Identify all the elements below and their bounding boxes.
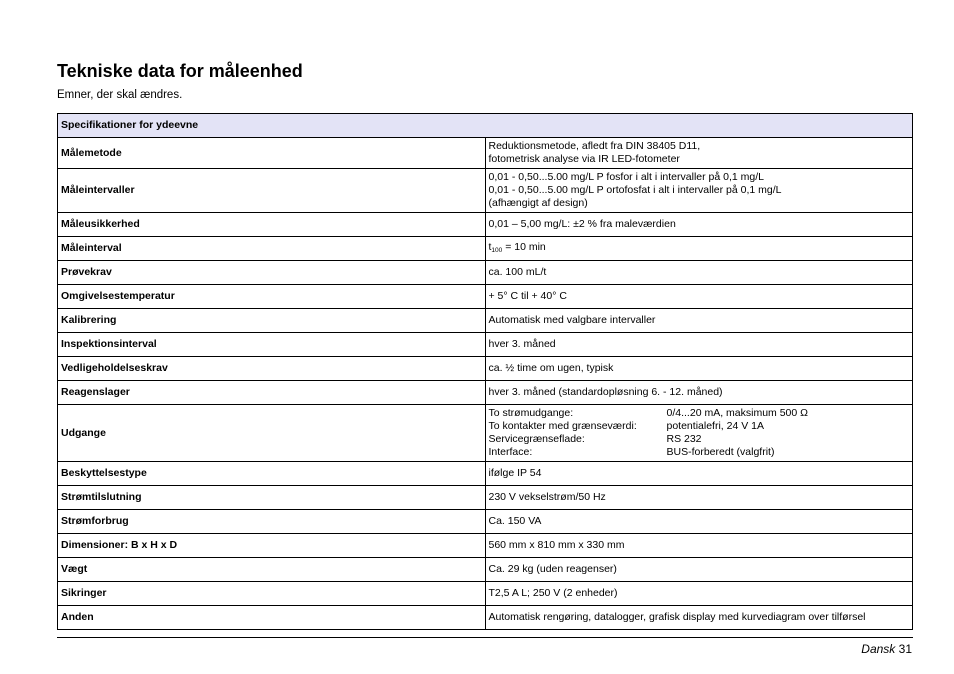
table-row [58, 261, 913, 285]
page-subtitle: Emner, der skal ændres. [57, 89, 183, 101]
table-row [58, 558, 913, 582]
spec-value [485, 237, 913, 261]
spec-key: Inspektionsinterval [58, 333, 486, 357]
output-label: Servicegrænseflade: [488, 433, 585, 445]
spec-table [57, 113, 913, 630]
footer-language: Dansk [861, 642, 896, 656]
spec-value-line: T2,5 A L; 250 V (2 enheder) [488, 587, 618, 599]
table-row [58, 333, 913, 357]
interval-symbol: t [488, 240, 492, 253]
spec-value-line: ca. ½ time om ugen, typisk [488, 362, 614, 374]
spec-value-line: hver 3. måned (standardopløsning 6. - 12. måned) [488, 386, 723, 398]
spec-value [485, 213, 913, 237]
spec-value [485, 138, 913, 169]
spec-value [485, 309, 913, 333]
spec-value-line: + 5° C til + 40° C [488, 290, 567, 302]
table-row [58, 213, 913, 237]
table-row [58, 534, 913, 558]
spec-value [485, 462, 913, 486]
spec-value-line: ifølge IP 54 [488, 467, 542, 479]
table-row [58, 169, 913, 213]
output-value: 0/4...20 mA, maksimum 500 Ω [666, 407, 808, 419]
table-row [58, 237, 913, 261]
table-row [58, 606, 913, 630]
spec-value [485, 582, 913, 606]
spec-value [485, 261, 913, 285]
table-row [58, 309, 913, 333]
page-footer [861, 642, 912, 656]
spec-key: Prøvekrav [58, 261, 486, 285]
spec-key: Reagenslager [58, 381, 486, 405]
output-value: potentialefri, 24 V 1A [666, 420, 764, 432]
spec-value [485, 405, 913, 462]
spec-key: Strømtilslutning [58, 486, 486, 510]
spec-key: Målemetode [58, 138, 486, 169]
spec-value-line: Reduktionsmetode, afledt fra DIN 38405 D11, [488, 140, 701, 152]
spec-value-line: Automatisk rengøring, datalogger, grafisk display med kurvediagram over tilførsel [488, 611, 866, 623]
spec-value [485, 357, 913, 381]
spec-key: Dimensioner: B x H x D [58, 534, 486, 558]
spec-key: Omgivelsestemperatur [58, 285, 486, 309]
spec-value [485, 558, 913, 582]
spec-key: Vedligeholdelseskrav [58, 357, 486, 381]
spec-value [485, 534, 913, 558]
output-value: RS 232 [666, 433, 702, 445]
interval-subscript: 100 [491, 246, 503, 254]
table-row [58, 405, 913, 462]
spec-value [485, 333, 913, 357]
spec-value-line: (afhængigt af design) [488, 197, 588, 209]
table-row [58, 462, 913, 486]
spec-value [485, 606, 913, 630]
page-title: Tekniske data for måleenhed [57, 61, 303, 81]
table-row [58, 486, 913, 510]
output-label: To strømudgange: [488, 407, 574, 419]
spec-key: Udgange [58, 405, 486, 462]
spec-value-line: 560 mm x 810 mm x 330 mm [488, 539, 625, 551]
spec-value [485, 510, 913, 534]
table-row [58, 381, 913, 405]
spec-key: Måleinterval [58, 237, 486, 261]
outputs-grid [489, 407, 910, 459]
spec-key: Måleintervaller [58, 169, 486, 213]
table-header-row [58, 114, 913, 138]
interval-value: = 10 min [502, 240, 546, 253]
table-row [58, 582, 913, 606]
spec-value-line: Ca. 150 VA [488, 515, 542, 527]
spec-value [485, 486, 913, 510]
table-row [58, 138, 913, 169]
spec-value-line: ca. 100 mL/t [488, 266, 547, 278]
footer-rule [57, 637, 913, 638]
spec-value [485, 285, 913, 309]
table-row [58, 510, 913, 534]
spec-value-line: 0,01 – 5,00 mg/L: ±2 % fra maleværdien [488, 218, 676, 230]
table-row [58, 357, 913, 381]
spec-value-line: hver 3. måned [488, 338, 556, 350]
spec-value [485, 169, 913, 213]
output-value: BUS-forberedt (valgfrit) [666, 446, 775, 458]
table-header: Specifikationer for ydeevne [58, 114, 913, 138]
spec-key: Kalibrering [58, 309, 486, 333]
spec-value-line: Automatisk med valgbare intervaller [488, 314, 656, 326]
page-number: 31 [898, 642, 912, 656]
spec-value-line: fotometrisk analyse via IR LED-fotometer [488, 153, 680, 165]
spec-key: Måleusikkerhed [58, 213, 486, 237]
output-label: Interface: [488, 446, 533, 458]
table-row [58, 285, 913, 309]
output-label: To kontakter med grænseværdi: [488, 420, 637, 432]
spec-value-line: 230 V vekselstrøm/50 Hz [488, 491, 606, 503]
spec-key: Sikringer [58, 582, 486, 606]
spec-value-line: 0,01 - 0,50...5.00 mg/L P ortofosfat i alt i intervaller på 0,1 mg/L [488, 184, 782, 196]
spec-value [485, 381, 913, 405]
spec-value-line: Ca. 29 kg (uden reagenser) [488, 563, 617, 575]
spec-key: Vægt [58, 558, 486, 582]
spec-key: Strømforbrug [58, 510, 486, 534]
spec-key: Beskyttelsestype [58, 462, 486, 486]
spec-value-line: 0,01 - 0,50...5.00 mg/L P fosfor i alt i intervaller på 0,1 mg/L [488, 171, 764, 183]
spec-key: Anden [58, 606, 486, 630]
